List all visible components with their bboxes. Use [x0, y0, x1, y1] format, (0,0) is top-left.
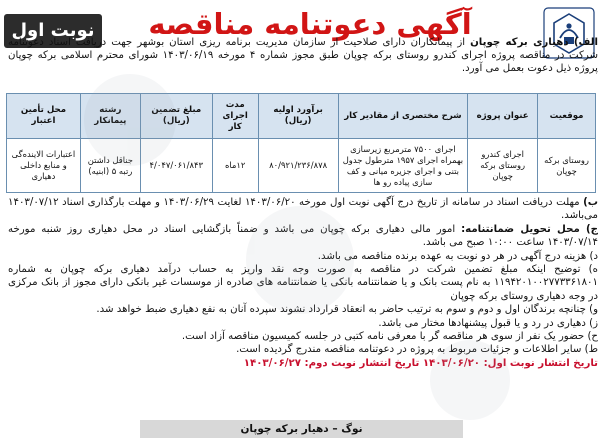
- table-cell: اعتبارات الاینده‌گی و منابع داخلی دهیاری: [7, 139, 81, 193]
- item-g: ز) دهیاری در رد و یا قبول پیشنهادها مختار می باشد.: [378, 317, 598, 329]
- table-header: شرح مختصری از مقادیر کار: [338, 94, 468, 139]
- table-header: موقعیت: [538, 94, 596, 139]
- table-header: عنوان پروژه: [468, 94, 538, 139]
- item-f: و) چنانچه برندگان اول و دوم و سوم به ترتیب حاضر به انعقاد قرارداد نشوند سپرده آنان به نفع دهیاری ضبط خواهد شد.: [96, 304, 598, 316]
- item-i: ط) سایر اطلاعات و جزئیات مربوط به پروژه در دعوتنامه مناقصه مندرج گردیده است.: [236, 344, 598, 356]
- item-c: [8, 223, 598, 250]
- table-cell: ۸۰/۹۲۱/۲۳۶/۸۷۸: [258, 139, 338, 193]
- table-cell: اجرای ۷۵۰۰ مترمربع زیرسازی بهمراه اجرای ۱۹۵۷ مترطول جدول بتنی و اجرای جزیره میانی و کف سازی پیاده رو ها: [338, 139, 468, 193]
- table-cell: ۱۲ماه: [212, 139, 258, 193]
- table-header: محل تأمین اعتبار: [7, 94, 81, 139]
- intro-paragraph: [8, 36, 598, 76]
- tender-table: [6, 93, 596, 193]
- item-e: ه) توضیح اینکه مبلغ تضمین شرکت در مناقصه به صورت وجه نقد واریز به حساب درآمد دهیاری برکه چوپان به شماره ۱۱۹۴۲۰۱۰۰۲۷۷۳۳۶۱۸۰۱ به نام پست بانک و یا ضمانتنامه بانکی یا ضمانتنامه های صادره از موسسات غیر بانکی دارای مجوز از بانک مرکزی در وجه دهیاری روستای برکه چوپان: [8, 264, 598, 302]
- item-b: [8, 196, 598, 223]
- table-header: رشته پیمانکار: [80, 94, 140, 139]
- item-h: ح) حضور یک نفر از سوی هر مناقصه گر با معرفی نامه کتبی در جلسه کمیسیون مناقصه آزاد است.: [181, 331, 598, 343]
- table-cell: اجرای کندرو روستای برکه چوپان: [468, 139, 538, 193]
- table-row: [7, 139, 596, 193]
- item-b-label: ب): [583, 197, 598, 208]
- item-c-text: امور مالی دهیاری برکه چوپان می باشد و ضمناً بازگشایی اسناد در محل دهیاری روز شنبه مورخه ۱۴۰۳/۰۷/۱۴ ساعت ۱۰:۰۰ صبح می باشد.: [8, 223, 598, 249]
- table-cell: ۴/۰۴۷/۰۶۱/۸۴۳: [140, 139, 212, 193]
- table-header: برآورد اولیه (ریال): [258, 94, 338, 139]
- publication-dates: تاریخ انتشار نوبت اول: ۱۴۰۳/۰۶/۲۰ تاریخ انتشار نوبت دوم: ۱۴۰۳/۰۶/۲۷: [243, 357, 598, 369]
- item-b-text: مهلت دریافت اسناد در سامانه از تاریخ درج آگهی نوبت اول مورخه ۱۴۰۳/۰۶/۲۰ لغایت ۱۴۰۳/۰۶/۲۹ و مهلت بارگذاری اسناد ۱۴۰۳/۰۷/۱۲ می‌باشد.: [8, 197, 598, 222]
- intro-label: الف) دهیاری برکه چوپان: [470, 37, 598, 48]
- item-c-label: ج) محل تحویل ضمانتنامه:: [461, 223, 598, 235]
- round-badge: نوبت اول: [4, 14, 102, 48]
- table-header-row: [7, 94, 596, 139]
- notice-title: آگهی دعوتنامه مناقصه: [148, 7, 472, 41]
- footer-signature: نوگ – دهیار برکه چوپان: [140, 420, 463, 438]
- notice-body: [8, 196, 598, 370]
- table-header: مبلغ تضمین (ریال): [140, 94, 212, 139]
- table-cell: جناقل داشتن رتبه ۵ (ابنیه): [80, 139, 140, 193]
- item-d: د) هزینه درج آگهی در هر دو نوبت به عهده برنده مناقصه می باشد.: [317, 250, 598, 262]
- table-header: مدت اجرای کار: [212, 94, 258, 139]
- intro-text: از پیمانکاران دارای صلاحیت از سازمان مدیریت برنامه ریزی استان بوشهر جهت دریافت اسناد دعوتنامه شرکت در مناقصه پروژه اجرای کندرو روستای برکه چوپان طبق مجوز شماره ۴ مورخه ۱۴۰۳/۰۶/۱۹ شورای محترم اسلامی برکه چوپان پروژه ذیل دعوت بعمل می آورد.: [8, 37, 598, 75]
- table-cell: روستای برکه چوپان: [538, 139, 596, 193]
